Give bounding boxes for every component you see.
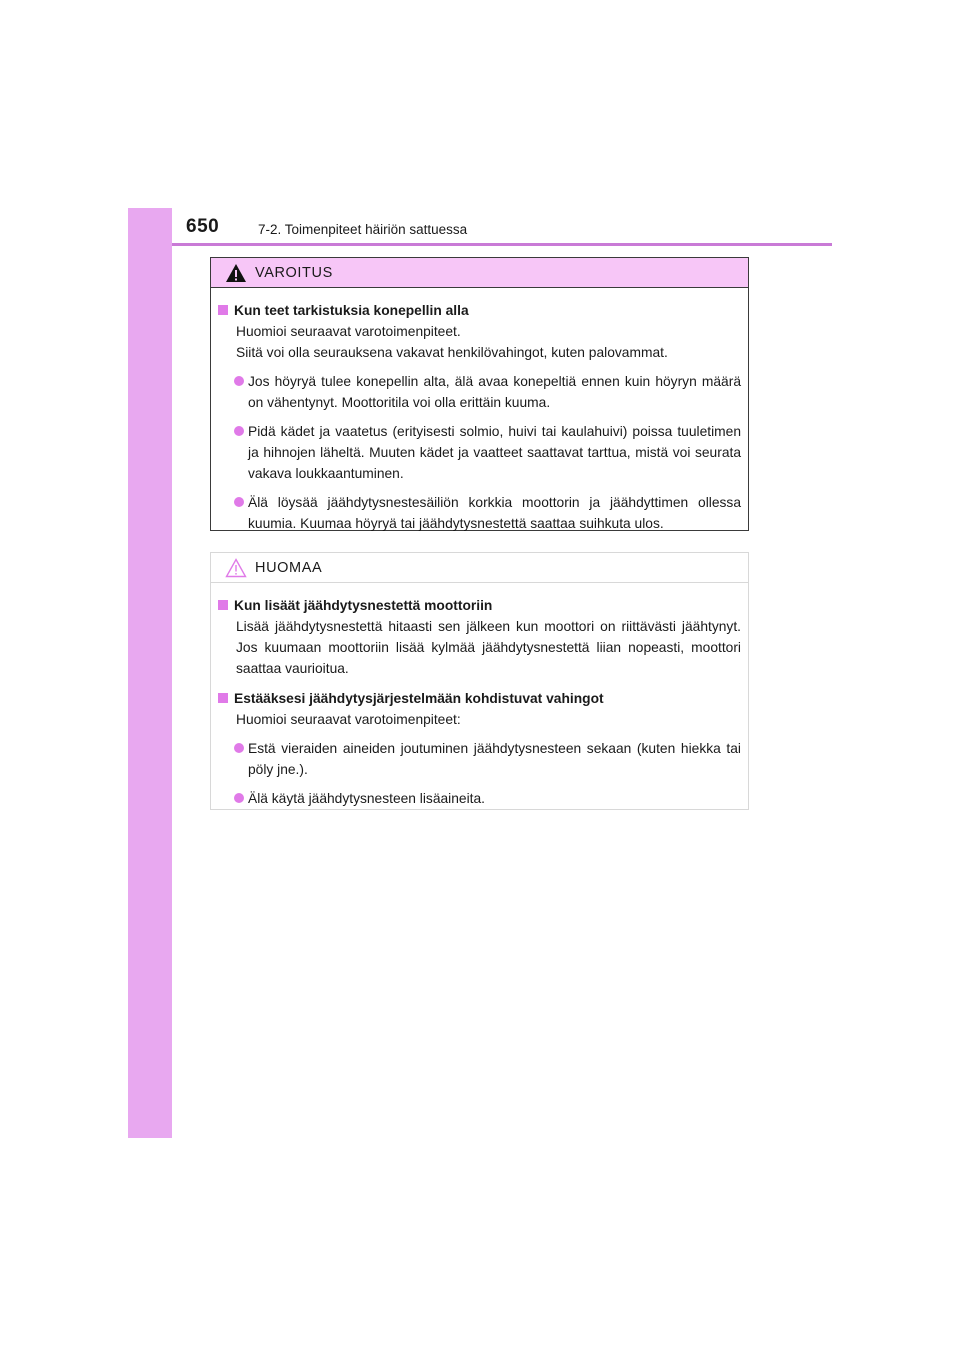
list-item-text: Pidä kädet ja vaatetus (erityisesti solmio, huivi tai kaulahuivi) poissa tuuletimen ja hihnojen läheltä. Muuten kädet ja vaatteet saattavat tarttua, mistä voi seurata vakava loukkaantuminen. bbox=[248, 424, 741, 481]
warning-body bbox=[211, 288, 748, 534]
warning-triangle-outline-icon bbox=[225, 558, 247, 578]
list-item-text: Jos höyryä tulee konepellin alta, älä avaa konepeltiä ennen kuin höyryn määrä on vähentynyt. Moottoritila voi olla erittäin kuuma. bbox=[248, 374, 741, 410]
warning-label: VAROITUS bbox=[255, 265, 333, 281]
warning-heading-text: Kun teet tarkistuksia konepellin alla bbox=[234, 303, 469, 318]
warning-triangle-filled-icon bbox=[225, 263, 247, 283]
list-item-text: Estä vieraiden aineiden joutuminen jäähdytysnesteen sekaan (kuten hiekka tai pöly jne.). bbox=[248, 741, 741, 777]
warning-intro-line: Siitä voi olla seurauksena vakavat henkilövahingot, kuten palovammat. bbox=[236, 345, 668, 360]
warning-intro-line: Huomioi seuraavat varotoimenpiteet. bbox=[236, 324, 461, 339]
square-bullet-icon bbox=[218, 693, 228, 703]
warning-box-header bbox=[211, 258, 748, 288]
round-bullet-icon bbox=[234, 743, 244, 753]
round-bullet-icon bbox=[234, 497, 244, 507]
list-item bbox=[218, 738, 741, 780]
warning-bullet-list bbox=[218, 371, 741, 534]
square-bullet-icon bbox=[218, 305, 228, 315]
notice-heading-text: Estääksesi jäähdytysjärjestelmään kohdistuvat vahingot bbox=[234, 691, 604, 706]
notice-heading bbox=[218, 688, 741, 709]
notice-body bbox=[211, 583, 748, 809]
square-bullet-icon bbox=[218, 600, 228, 610]
notice-box-header bbox=[211, 553, 748, 583]
notice-box bbox=[210, 552, 749, 810]
notice-label: HUOMAA bbox=[255, 560, 323, 576]
chapter-side-tab bbox=[128, 208, 172, 1138]
list-item bbox=[218, 371, 741, 413]
notice-paragraph: Lisää jäähdytysnestettä hitaasti sen jälkeen kun moottori on riittävästi jäähtynyt. Jos kuumaan moottoriin lisää kylmää jäähdytysnestettä liian nopeasti, moottori saattaa vaurioitua. bbox=[236, 619, 741, 676]
round-bullet-icon bbox=[234, 426, 244, 436]
notice-heading bbox=[218, 595, 741, 616]
round-bullet-icon bbox=[234, 376, 244, 386]
section-title: 7-2. Toimenpiteet häiriön sattuessa bbox=[258, 222, 468, 237]
warning-box bbox=[210, 257, 749, 531]
list-item bbox=[218, 421, 741, 484]
notice-heading-text: Kun lisäät jäähdytysnestettä moottoriin bbox=[234, 598, 493, 613]
warning-heading bbox=[218, 300, 741, 321]
round-bullet-icon bbox=[234, 793, 244, 803]
list-item bbox=[218, 492, 741, 534]
list-item bbox=[218, 788, 741, 809]
notice-bullet-list bbox=[218, 738, 741, 809]
list-item-text: Älä löysää jäähdytysnestesäiliön korkkia moottorin ja jäähdyttimen ollessa kuumia. Kuumaa höyryä tai jäähdytysnestettä saattaa suihkuta ulos. bbox=[248, 495, 741, 531]
header-divider bbox=[172, 243, 832, 246]
page-number: 650 bbox=[186, 216, 220, 237]
notice-paragraph: Huomioi seuraavat varotoimenpiteet: bbox=[236, 712, 461, 727]
list-item-text: Älä käytä jäähdytysnesteen lisäaineita. bbox=[248, 791, 485, 806]
